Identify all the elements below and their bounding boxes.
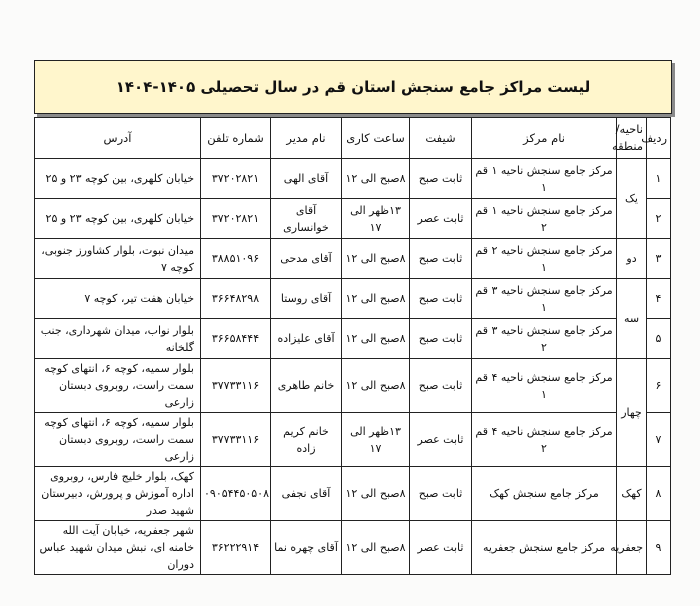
shift-cell: ثابت صبح (410, 159, 472, 199)
center-name-cell: مرکز جامع سنجش ناحیه ۱ قم ۱ (472, 159, 617, 199)
hours-cell: ۸صبح الی ۱۲ (342, 279, 410, 319)
address-cell: خیابان کلهری، بین کوچه ۲۳ و ۲۵ (35, 159, 201, 199)
centers-table (34, 117, 671, 575)
manager-cell: آقای الهی (271, 159, 342, 199)
hours-cell: ۸صبح الی ۱۲ (342, 319, 410, 359)
header-address: آدرس (35, 118, 201, 159)
phone-cell: ۳۶۶۵۸۴۴۴ (201, 319, 271, 359)
table-row (35, 413, 671, 467)
center-name-cell: مرکز جامع سنجش ناحیه ۳ قم ۱ (472, 279, 617, 319)
address-cell: بلوار نواب، میدان شهرداری، جنب گلخانه (35, 319, 201, 359)
address-cell: خیابان کلهری، بین کوچه ۲۳ و ۲۵ (35, 199, 201, 239)
center-name-cell: مرکز جامع سنجش ناحیه ۳ قم ۲ (472, 319, 617, 359)
header-hours: ساعت کاری (342, 118, 410, 159)
header-center-name: نام مرکز (472, 118, 617, 159)
hours-cell: ۸صبح الی ۱۲ (342, 467, 410, 521)
table-header-row (35, 118, 671, 159)
manager-cell: خانم کریم زاده (271, 413, 342, 467)
manager-cell: آقای روستا (271, 279, 342, 319)
row-no-cell: ۴ (647, 279, 671, 319)
row-no-cell: ۸ (647, 467, 671, 521)
shift-cell: ثابت صبح (410, 359, 472, 413)
row-no-cell: ۳ (647, 239, 671, 279)
center-name-cell: مرکز جامع سنجش ناحیه ۴ قم ۱ (472, 359, 617, 413)
shift-cell: ثابت عصر (410, 521, 472, 575)
center-name-cell: مرکز جامع سنجش کهک (472, 467, 617, 521)
header-district: ناحیه/ منطقه (617, 118, 647, 159)
center-name-cell: مرکز جامع سنجش ناحیه ۲ قم ۱ (472, 239, 617, 279)
header-shift: شیفت (410, 118, 472, 159)
row-no-cell: ۹ (647, 521, 671, 575)
header-phone: شماره تلفن (201, 118, 271, 159)
table-row (35, 359, 671, 413)
row-no-cell: ۲ (647, 199, 671, 239)
address-cell: بلوار سمیه، کوچه ۶، انتهای کوچه سمت راست، روبروی دبستان زارعی (35, 359, 201, 413)
hours-cell: ۸صبح الی ۱۲ (342, 521, 410, 575)
manager-cell: آقای علیزاده (271, 319, 342, 359)
district-cell: جعفریه (617, 521, 647, 575)
table-row (35, 467, 671, 521)
manager-cell: آقای مدحی (271, 239, 342, 279)
phone-cell: ۳۸۸۵۱۰۹۶ (201, 239, 271, 279)
table-row (35, 319, 671, 359)
manager-cell: خانم طاهری (271, 359, 342, 413)
hours-cell: ۸صبح الی ۱۲ (342, 159, 410, 199)
phone-cell: ۳۷۷۳۳۱۱۶ (201, 359, 271, 413)
shift-cell: ثابت صبح (410, 319, 472, 359)
shift-cell: ثابت عصر (410, 413, 472, 467)
address-cell: کهک، بلوار خلیج فارس، روبروی اداره آموزش و پرورش، دبیرستان شهید صدر (35, 467, 201, 521)
shift-cell: ثابت صبح (410, 279, 472, 319)
phone-cell: ۳۶۶۴۸۲۹۸ (201, 279, 271, 319)
hours-cell: ۱۳ظهر الی ۱۷ (342, 199, 410, 239)
hours-cell: ۸صبح الی ۱۲ (342, 359, 410, 413)
manager-cell: آقای نجفی (271, 467, 342, 521)
page-title: لیست مراکز جامع سنجش استان قم در سال تحصیلی ۱۴۰۵-۱۴۰۴ (115, 78, 591, 96)
shift-cell: ثابت صبح (410, 239, 472, 279)
phone-cell: ۳۷۲۰۲۸۲۱ (201, 159, 271, 199)
table-row (35, 279, 671, 319)
shift-cell: ثابت عصر (410, 199, 472, 239)
row-no-cell: ۷ (647, 413, 671, 467)
district-cell: یک (617, 159, 647, 239)
address-cell: میدان نبوت، بلوار کشاورز جنوبی، کوچه ۷ (35, 239, 201, 279)
manager-cell: آقای خوانساری (271, 199, 342, 239)
phone-cell: ۳۶۲۲۲۹۱۴ (201, 521, 271, 575)
center-name-cell: مرکز جامع سنجش ناحیه ۱ قم ۲ (472, 199, 617, 239)
center-name-cell: مرکز جامع سنجش ناحیه ۴ قم ۲ (472, 413, 617, 467)
header-row-no: ردیف (647, 118, 671, 159)
district-cell: چهار (617, 359, 647, 467)
table-row (35, 239, 671, 279)
shift-cell: ثابت صبح (410, 467, 472, 521)
phone-cell: ۳۷۲۰۲۸۲۱ (201, 199, 271, 239)
row-no-cell: ۵ (647, 319, 671, 359)
table-row (35, 521, 671, 575)
district-cell: کهک (617, 467, 647, 521)
center-name-cell: مرکز جامع سنجش جعفریه (472, 521, 617, 575)
header-manager: نام مدیر (271, 118, 342, 159)
row-no-cell: ۱ (647, 159, 671, 199)
address-cell: خیابان هفت تیر، کوچه ۷ (35, 279, 201, 319)
phone-cell: ۳۷۷۳۳۱۱۶ (201, 413, 271, 467)
hours-cell: ۸صبح الی ۱۲ (342, 239, 410, 279)
row-no-cell: ۶ (647, 359, 671, 413)
phone-cell: ۰۹۰۵۴۴۵۰۵۰۸ (201, 467, 271, 521)
table-row (35, 159, 671, 199)
title-box (34, 60, 672, 114)
district-cell: دو (617, 239, 647, 279)
hours-cell: ۱۳ظهر الی ۱۷ (342, 413, 410, 467)
address-cell: بلوار سمیه، کوچه ۶، انتهای کوچه سمت راست، روبروی دبستان زارعی (35, 413, 201, 467)
manager-cell: آقای چهره نما (271, 521, 342, 575)
table-row (35, 199, 671, 239)
district-cell: سه (617, 279, 647, 359)
address-cell: شهر جعفریه، خیابان آیت الله خامنه ای، نبش میدان شهید عباس دوران (35, 521, 201, 575)
